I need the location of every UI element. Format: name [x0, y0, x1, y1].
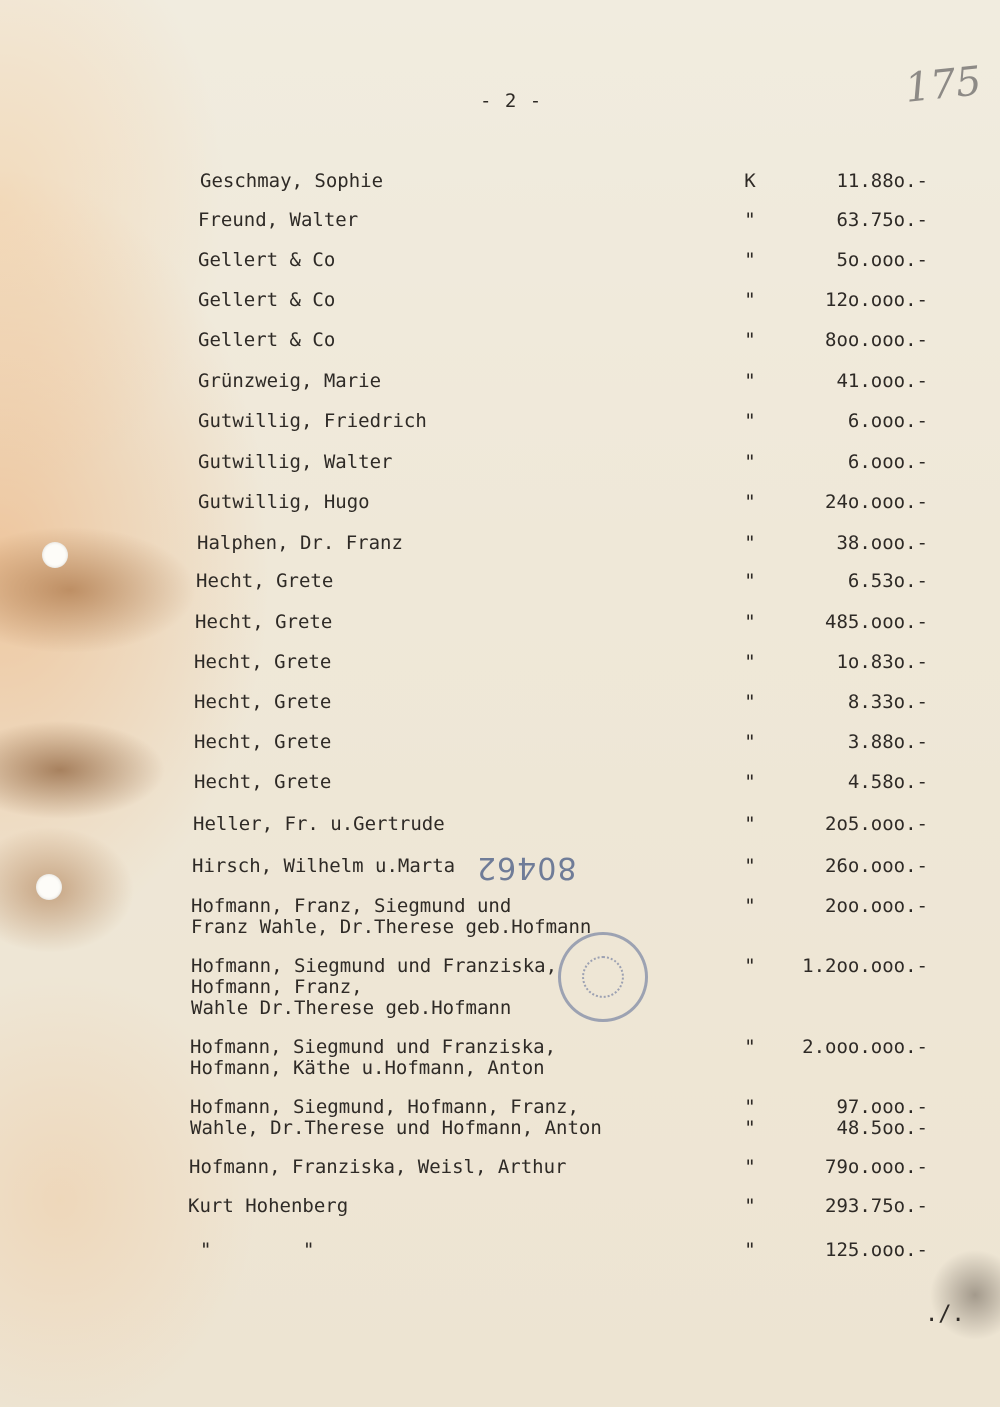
account-holder-name: Halphen, Dr. Franz — [197, 532, 403, 554]
currency-ditto-mark: " — [744, 895, 756, 917]
account-holder-name: Gutwillig, Friedrich — [198, 410, 427, 432]
currency-ditto-mark: " — [744, 813, 756, 835]
currency-ditto-mark: " — [744, 955, 756, 977]
amount: 12o.ooo.- — [825, 289, 928, 311]
account-holder-name: Hecht, Grete — [194, 691, 332, 713]
account-holder-name: Hofmann, Siegmund und Franziska, Hofmann, Käthe u.Hofmann, Anton — [190, 1036, 557, 1079]
account-holder-name: Hecht, Grete — [194, 651, 332, 673]
currency-ditto-mark: " — [744, 611, 756, 633]
account-holder-name: Hirsch, Wilhelm u.Marta — [192, 855, 456, 877]
currency-ditto-mark: " — [744, 410, 756, 432]
amount: 8.33o.- — [847, 691, 928, 713]
amount: 24o.ooo.- — [825, 491, 928, 513]
amount: 4.58o.- — [847, 771, 928, 793]
amount: 1o.83o.- — [836, 651, 928, 673]
account-holder-name: Geschmay, Sophie — [200, 170, 384, 192]
punch-hole-upper — [42, 542, 68, 568]
amount: 2oo.ooo.- — [825, 895, 928, 917]
account-holder-name: Freund, Walter — [198, 209, 359, 231]
amount: 38.ooo.- — [836, 532, 928, 554]
currency-ditto-mark: " — [744, 731, 756, 753]
currency-ditto-mark: " — [744, 1096, 756, 1118]
currency-ditto-mark: " — [744, 1156, 756, 1178]
account-holder-name: Gutwillig, Hugo — [198, 491, 370, 513]
amount: 1.2oo.ooo.- — [802, 955, 928, 977]
account-holder-name: Gellert & Co — [198, 329, 336, 351]
account-holder-name: Hecht, Grete — [195, 611, 333, 633]
amount: 8oo.ooo.- — [825, 329, 928, 351]
account-holder-name: Hofmann, Siegmund, Hofmann, Franz, Wahle, Dr.Therese und Hofmann, Anton — [190, 1096, 602, 1139]
account-holder-name: Gellert & Co — [198, 289, 336, 311]
account-holder-name: Heller, Fr. u.Gertrude — [193, 813, 445, 835]
amount: 6.ooo.- — [847, 410, 928, 432]
currency-ditto-mark: " — [744, 651, 756, 673]
amount: 41.ooo.- — [836, 370, 928, 392]
currency-ditto-mark: " — [744, 855, 756, 877]
currency-ditto-mark: " — [744, 289, 756, 311]
amount: 11.88o.- — [836, 170, 928, 192]
amount: 485.ooo.- — [825, 611, 928, 633]
account-holder-name: Hofmann, Franziska, Weisl, Arthur — [189, 1156, 567, 1178]
currency-ditto-mark: " — [744, 491, 756, 513]
account-holder-name: Hofmann, Franz, Siegmund und Franz Wahle, Dr.Therese geb.Hofmann — [191, 895, 592, 938]
currency-ditto-mark: " — [744, 1036, 756, 1058]
currency-ditto-mark: " — [744, 1195, 756, 1217]
amount: 6.ooo.- — [847, 451, 928, 473]
amount: 97.ooo.- — [836, 1096, 928, 1118]
stamp-number: 80462 — [476, 850, 577, 885]
account-holder-name: Gellert & Co — [198, 249, 336, 271]
archive-seal-stamp — [558, 932, 648, 1022]
amount: 125.ooo.- — [825, 1239, 928, 1261]
currency-ditto-mark: K — [744, 170, 756, 192]
account-holder-name: Hofmann, Siegmund und Franziska, Hofmann, Franz, Wahle Dr.Therese geb.Hofmann — [191, 955, 558, 1019]
currency-ditto-mark: " — [744, 1117, 756, 1139]
page-number: - 2 - — [480, 90, 543, 112]
punch-hole-lower — [36, 874, 62, 900]
currency-ditto-mark: " — [744, 370, 756, 392]
amount: 293.75o.- — [825, 1195, 928, 1217]
amount: 79o.ooo.- — [825, 1156, 928, 1178]
currency-ditto-mark: " — [744, 451, 756, 473]
currency-ditto-mark: " — [744, 249, 756, 271]
folio-number: 175 — [902, 58, 984, 112]
continuation-mark: ./. — [925, 1302, 965, 1327]
amount: 3.88o.- — [847, 731, 928, 753]
account-holder-name: " " — [200, 1239, 315, 1261]
account-holder-name: Hecht, Grete — [194, 731, 332, 753]
currency-ditto-mark: " — [744, 1239, 756, 1261]
currency-ditto-mark: " — [744, 771, 756, 793]
currency-ditto-mark: " — [744, 209, 756, 231]
account-holder-name: Grünzweig, Marie — [198, 370, 382, 392]
currency-ditto-mark: " — [744, 532, 756, 554]
amount: 63.75o.- — [836, 209, 928, 231]
amount: 26o.ooo.- — [825, 855, 928, 877]
account-holder-name: Kurt Hohenberg — [188, 1195, 349, 1217]
account-holder-name: Hecht, Grete — [196, 570, 334, 592]
currency-ditto-mark: " — [744, 691, 756, 713]
account-holder-name: Gutwillig, Walter — [198, 451, 393, 473]
currency-ditto-mark: " — [744, 570, 756, 592]
currency-ditto-mark: " — [744, 329, 756, 351]
amount: 48.5oo.- — [836, 1117, 928, 1139]
amount: 6.53o.- — [847, 570, 928, 592]
account-holder-name: Hecht, Grete — [194, 771, 332, 793]
amount: 2o5.ooo.- — [825, 813, 928, 835]
amount: 5o.ooo.- — [836, 249, 928, 271]
amount: 2.ooo.ooo.- — [802, 1036, 928, 1058]
